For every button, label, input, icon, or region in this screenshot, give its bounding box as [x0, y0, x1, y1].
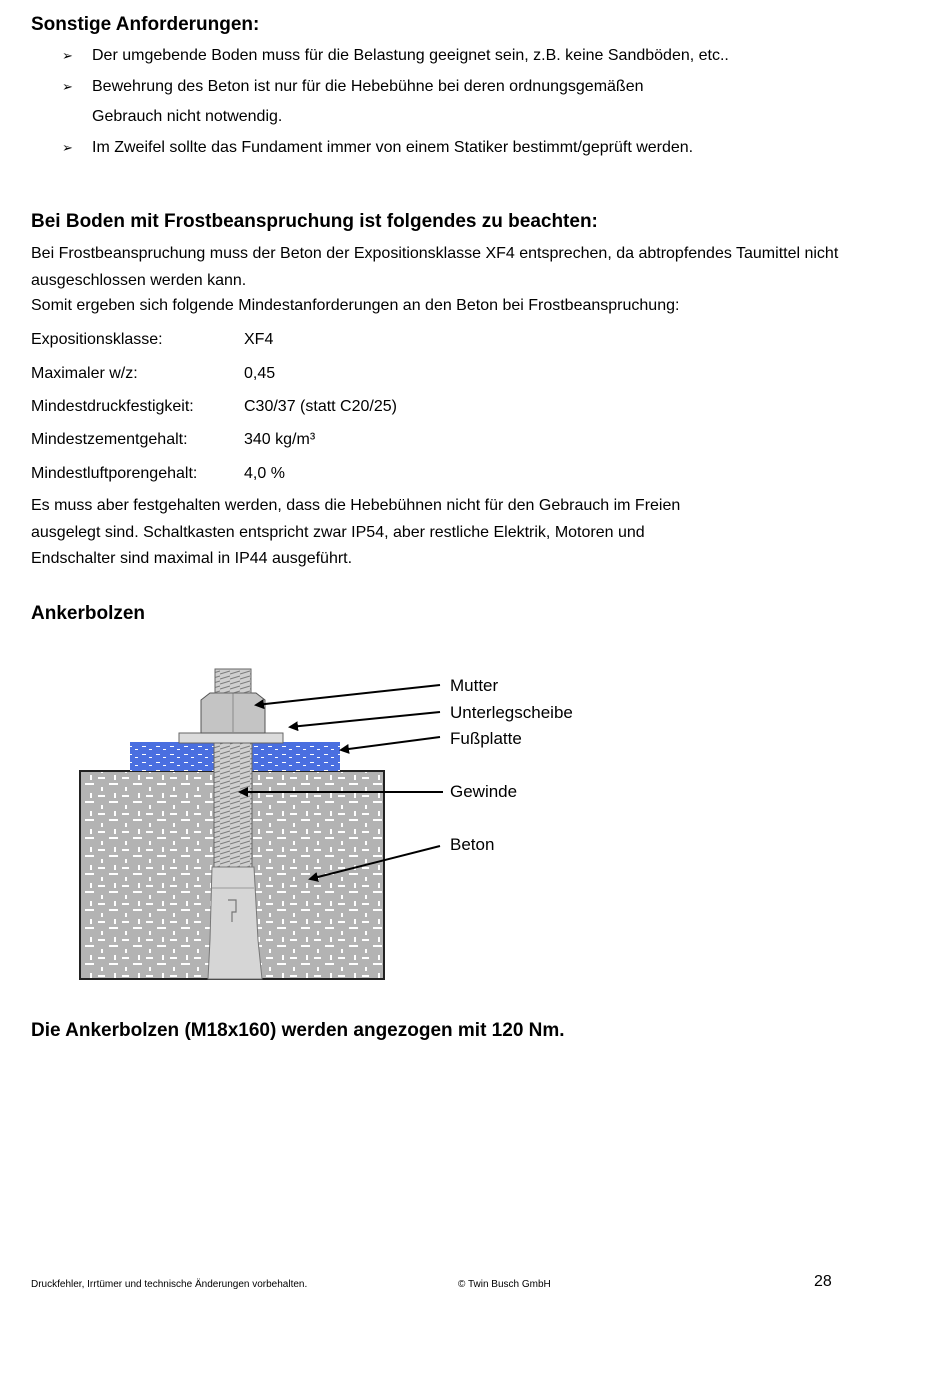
- section-title-anchor-bolts: Ankerbolzen: [31, 603, 146, 624]
- callout-concrete: Beton: [450, 835, 495, 854]
- expansion-sleeve: [208, 867, 262, 979]
- arrow-bullet-icon: ➢: [62, 48, 73, 63]
- callout-nut: Mutter: [450, 676, 499, 695]
- page-number: 28: [814, 1273, 832, 1290]
- list-item: ➢ Im Zweifel sollte das Fundament immer von einem Statiker bestimmt/geprüft werden.: [62, 133, 922, 164]
- torque-note: Die Ankerbolzen (M18x160) werden angezogen mit 120 Nm.: [31, 1020, 565, 1041]
- section-title-frost: Bei Boden mit Frostbeanspruchung ist folgendes zu beachten:: [31, 211, 598, 232]
- washer: [179, 733, 283, 743]
- frost-requirements-intro: Somit ergeben sich folgende Mindestanforderungen an den Beton bei Frostbeanspruchung:: [31, 297, 680, 314]
- arrow-bullet-icon: ➢: [62, 139, 73, 155]
- footer-disclaimer: Druckfehler, Irrtümer und technische Änderungen vorbehalten.: [31, 1279, 308, 1290]
- list-item: ➢ Bewehrung des Beton ist nur für die Hebebühne bei deren ordnungsgemäßen Gebrauch nicht notwendig.: [62, 72, 692, 133]
- arrow-bullet-icon: ➢: [62, 78, 73, 94]
- callout-washer: Unterlegscheibe: [450, 703, 573, 722]
- frost-intro-text: Bei Frostbeanspruchung muss der Beton der Expositionsklasse XF4 entsprechen, da abtropfendes Taumittel nicht ausgeschlossen werden kann.: [31, 245, 839, 289]
- section-title-sonstige: Sonstige Anforderungen:: [31, 14, 260, 35]
- callout-base-plate: Fußplatte: [450, 729, 522, 748]
- callout-thread: Gewinde: [450, 782, 518, 801]
- footer-copyright: © Twin Busch GmbH: [458, 1279, 551, 1290]
- nut: [201, 693, 265, 733]
- outdoor-use-note: Es muss aber festgehalten werden, dass die Hebebühnen nicht für den Gebrauch im Freien ausgelegt sind. Schaltkasten entspricht zwar IP54, aber restliche Elektrik, Motoren und Endschalter sind maximal in IP44 ausgeführt.: [31, 497, 681, 567]
- list-item: ➢ Der umgebende Boden muss für die Belastung geeignet sein, z.B. keine Sandböden, etc..: [62, 41, 922, 72]
